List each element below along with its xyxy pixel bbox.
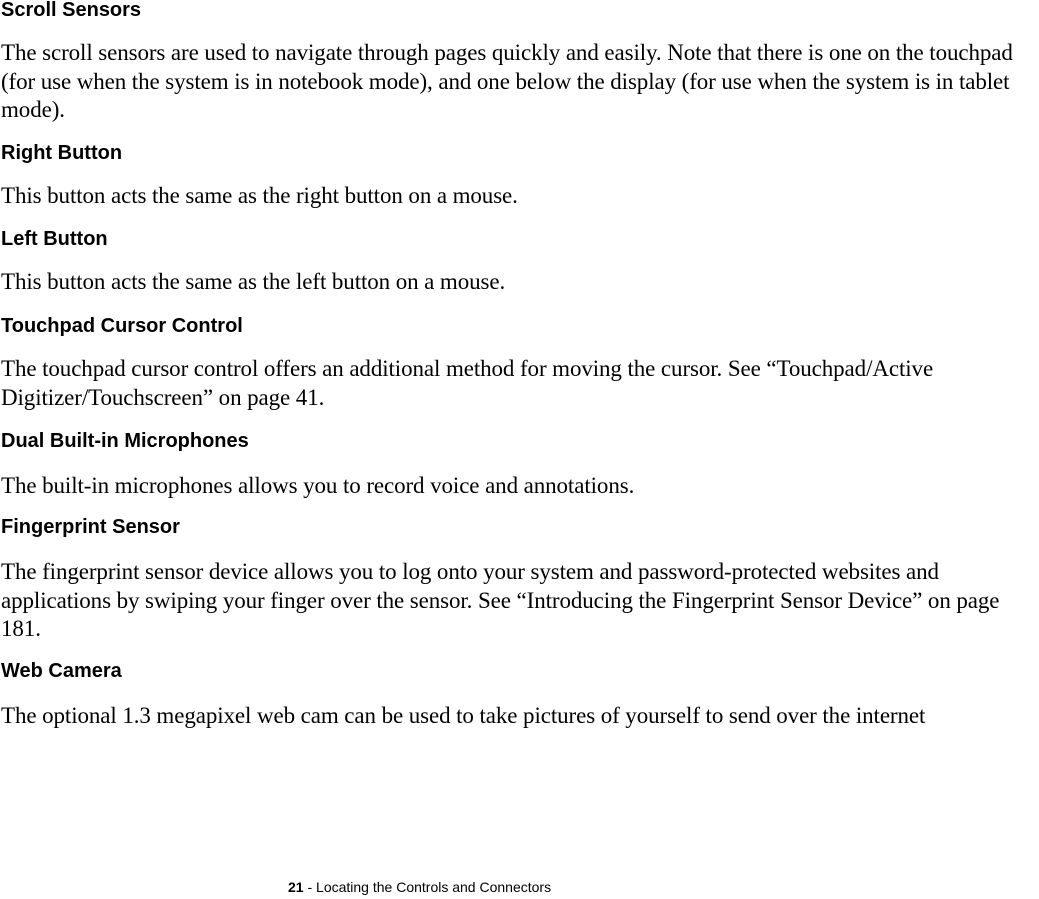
- paragraph-web-camera: The optional 1.3 megapixel web cam can be used to take pictures of yourself to send over the internet: [1, 703, 926, 728]
- paragraph-fingerprint-sensor: The fingerprint sensor device allows you to log onto your system and password-protected websites and applications by swiping your finger over the sensor. See “Introducing the Fingerprint Sensor Device” on page 181.: [1, 559, 1000, 641]
- heading-fingerprint-sensor: Fingerprint Sensor: [1, 516, 180, 538]
- paragraph-left-button: This button acts the same as the left button on a mouse.: [1, 269, 506, 294]
- heading-touchpad-cursor-control: Touchpad Cursor Control: [1, 315, 243, 337]
- page-number: 21: [288, 879, 304, 895]
- heading-scroll-sensors: Scroll Sensors: [1, 0, 142, 21]
- paragraph-right-button: This button acts the same as the right button on a mouse.: [1, 183, 518, 208]
- heading-right-button: Right Button: [1, 142, 123, 164]
- heading-left-button: Left Button: [1, 228, 108, 250]
- page-footer: [288, 878, 551, 896]
- paragraph-dual-microphones: The built-in microphones allows you to record voice and annotations.: [1, 473, 635, 498]
- paragraph-touchpad-cursor-control: The touchpad cursor control offers an additional method for moving the cursor. See “Touchpad/Active Digitizer/Touchscreen” on page 41.: [1, 356, 934, 410]
- paragraph-scroll-sensors: The scroll sensors are used to navigate through pages quickly and easily. Note that there is one on the touchpad (for use when the system is in notebook mode), and one below the display (for use when the system is in tablet mode).: [1, 40, 1013, 122]
- chapter-title: Locating the Controls and Connectors: [316, 879, 552, 895]
- heading-dual-microphones: Dual Built-in Microphones: [1, 430, 249, 452]
- heading-web-camera: Web Camera: [1, 660, 122, 682]
- footer-separator: -: [303, 879, 317, 895]
